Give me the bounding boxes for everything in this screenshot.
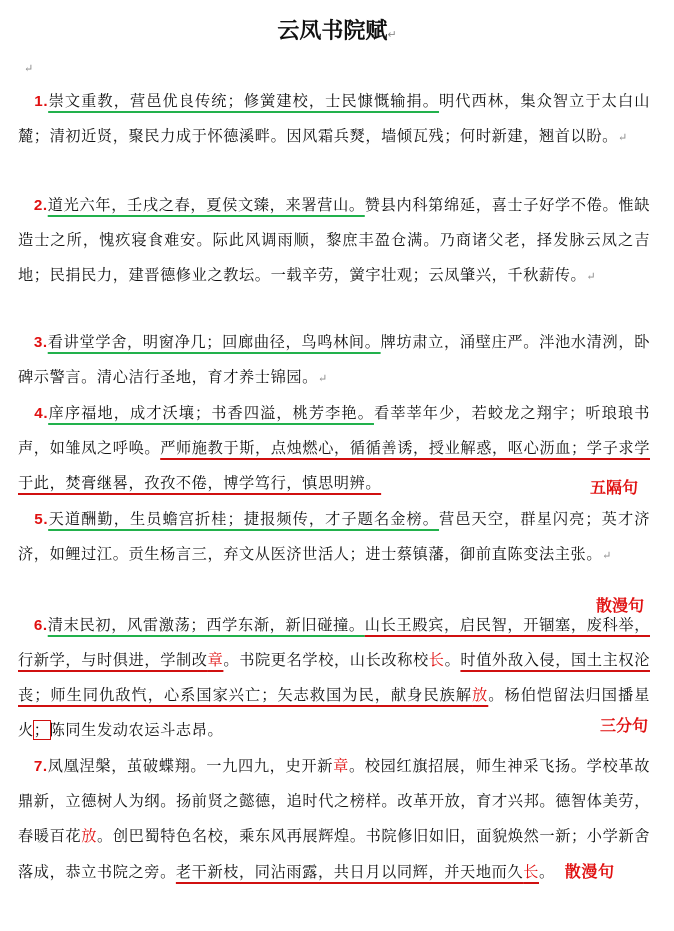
paragraph-number: 2. [33, 197, 48, 214]
paragraph-mark-icon: ↵ [586, 270, 597, 283]
paragraph-mark-icon: ↵ [317, 372, 328, 385]
paragraph-text: 明代西林，集众智立于太白山麓；清初近贤，聚民力成于怀德溪畔。因风霜兵燹，墙倾瓦残；何时新建，翘首以盼。 [18, 92, 650, 145]
paragraph-text: 赞县内科第绵延，喜士子好学不倦。惟缺造士之所，愧疚寝食难安。际此风调雨顺，黎庶丰盈仓满。乃商诸父老，择发脉云凤之吉地；民捐民力，建晋德修业之教坛。一载辛劳，黉宇壮观；云凤肇兴，千秋薪传。 [18, 196, 650, 284]
red-underlined-phrase: 严师施教于斯，点烛燃心，循循善诱，授业解惑，呕心沥血；学子求学于此，焚膏继晷，孜孜不倦，博学笃行，慎思明辨。 [18, 439, 650, 492]
rhyme-char: 放 [81, 827, 98, 845]
underlined-phrase: 道光六年，壬戌之春，夏侯文臻，来署营山。 [47, 196, 365, 214]
paragraph-3 [18, 325, 650, 396]
annotation-sanfenju: 三分句 [600, 716, 649, 735]
paragraph-number: 3. [33, 334, 48, 351]
paragraph-text: 。书院更名学校，山长改称校 [223, 651, 429, 669]
document-title: 云凤书院赋↵ [277, 19, 397, 44]
paragraph-4 [18, 396, 650, 501]
underlined-phrase: 崇文重教，营邑优良传统；修黉建校，士民慷慨输捐。 [48, 92, 440, 110]
paragraph-number: 5. [34, 511, 49, 528]
paragraph-text: 营邑天空，群星闪亮；英才济济，如鲤过江。贡生杨言三，弃文从医济世活人；进士蔡镇藩，御前直陈变法主张。 [18, 510, 650, 563]
paragraph-text: 凤凰涅槃，茧破蝶翔。一九四九，史开新 [47, 757, 334, 775]
paragraph-2 [18, 188, 650, 294]
paragraph-number: 1. [34, 93, 49, 110]
rhyme-char: 长 [428, 651, 445, 669]
rhyme-char: 章 [207, 651, 224, 669]
paragraph-5 [18, 502, 650, 573]
paragraph-mark-icon: ↵ [387, 28, 397, 41]
red-underlined-phrase: 山长王殿宾，启民智，开锢塞，废科举，行新学，与时俱进，学制改章 [18, 616, 650, 669]
annotation-wugeju: 五隔句 [590, 478, 639, 497]
underlined-phrase: 看讲堂学舍，明窗净几；回廊曲径，鸟鸣林间。 [47, 333, 381, 351]
rhyme-char: 长 [523, 863, 539, 881]
boxed-punctuation: ； [33, 721, 50, 739]
paragraph-number: 6. [33, 617, 48, 634]
underlined-phrase: 庠序福地，成才沃壤；书香四溢，桃芳李艳。 [48, 404, 374, 422]
paragraph-mark-icon: ↵ [24, 62, 34, 75]
annotation-sanmanju: 散漫句 [564, 862, 615, 881]
paragraph-text: 看莘莘年少，若蛟龙之翔宇；听琅琅书声，如雏凤之呼唤。 [18, 404, 651, 457]
paragraph-mark-icon: ↵ [602, 549, 612, 562]
rhyme-char: 章 [333, 757, 349, 775]
annotation-sanmanju: 散漫句 [596, 596, 645, 615]
paragraph-7: 7.凤凰涅槃，茧破蝶翔。一九四九，史开新章。校园红旗招展，师生神采飞扬。学校革故鼎新，立德树人为纲。扬前贤之懿德，追时代之榜样。改革开放，育才兴邦。德智体美劳，春暖百花放。创巴蜀特色名校，乘东风再展辉煌。书院修旧如旧，面貌焕然一新；小学新舍落成，恭立书院之旁。老干新枝，同沾雨露，共日月以同辉，并天地而久长。 散漫句 [18, 757, 651, 881]
paragraph-text: 。杨伯恺留法归国播星火 [18, 686, 650, 739]
paragraph-text: 。校园红旗招展，师生神采飞扬。学校革故鼎新，立德树人为纲。扬前贤之懿德，追时代之榜样。改革开放，育才兴邦。德智体美劳，春暖百花 [18, 757, 650, 845]
paragraph-6: 6.清末民初，风雷激荡；西学东渐，新旧碰撞。山长王殿宾，启民智，开锢塞，废科举，行新学，与时俱进，学制改章。书院更名学校，山长改称校长。时值外敌入侵，国土主权沦丧；师生同仇敌忾，心系国家兴亡；矢志救国为民，献身民族解放。杨伯恺留法归国播星火；陈同生发动农运斗志昂。 [18, 616, 650, 739]
underlined-phrase: 清末民初，风雷激荡；西学东渐，新旧碰撞。 [47, 616, 365, 634]
paragraph-text: 。创巴蜀特色名校，乘东风再展辉煌。书院修旧如旧，面貌焕然一新；小学新舍落成，恭立书院之旁。 [18, 827, 651, 881]
paragraph-mark-icon: ↵ [617, 131, 628, 144]
paragraph-text: 陈同生发动农运斗志昂。 [49, 721, 224, 739]
rhyme-char: 放 [472, 686, 489, 704]
paragraph-text: 牌坊肃立，涌壁庄严。泮池水清洌，卧碑示警言。清心洁行圣地，育才养士锦园。 [18, 333, 650, 386]
paragraph-number: 4. [34, 405, 49, 422]
red-underlined-phrase: 老干新枝，同沾雨露，共日月以同辉，并天地而久长 [175, 863, 539, 881]
underlined-phrase: 天道酬勤，生员蟾宫折桂；捷报频传，才子题名金榜。 [48, 510, 440, 528]
red-underlined-phrase: 时值外敌入侵，国土主权沦丧；师生同仇敌忾，心系国家兴亡；矢志救国为民，献身民族解放 [18, 651, 650, 704]
paragraph-number: 7. [33, 758, 48, 775]
paragraph-1 [18, 84, 650, 155]
